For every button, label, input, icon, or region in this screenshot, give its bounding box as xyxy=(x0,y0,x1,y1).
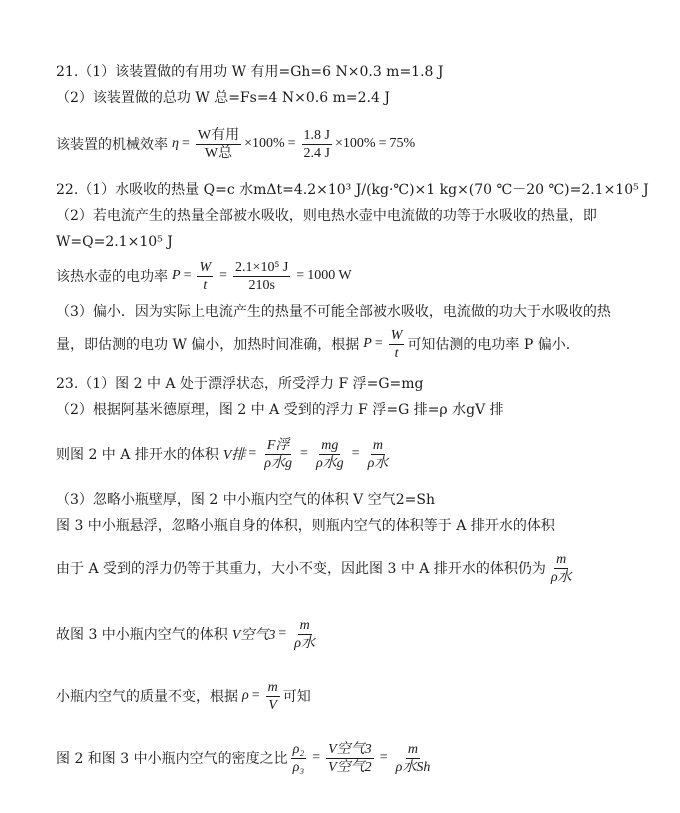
q23-air-volume-fig2: （3）忽略小瓶壁厚，图 2 中小瓶内空气的体积 V 空气2=Sh xyxy=(56,492,435,508)
q22-fraction-symbolic xyxy=(197,259,213,294)
q23-l9-f3-denominator: ρ水Sh xyxy=(395,759,431,775)
q22-l6-text-b: 可知估测的电功率 P 偏小. xyxy=(407,337,571,353)
q23-l7-symbol: V空气3 xyxy=(231,628,276,643)
q23-l8-denominator: V xyxy=(268,697,277,713)
equals-sign: = xyxy=(378,136,387,151)
equals-sign: = xyxy=(248,446,257,461)
q22-power-label: 该热水壶的电功率 xyxy=(56,269,168,285)
q23-l6-denominator: ρ水 xyxy=(550,569,572,585)
q23-l8-symbol: ρ xyxy=(242,688,249,703)
q21-result: 75% xyxy=(389,136,416,151)
q21-total-work: （2）该装置做的总功 W 总=Fs=4 N×0.6 m=2.4 J xyxy=(56,90,390,106)
q22-too-small: （3）偏小．因为实际上电流产生的热量不可能全部被水吸收，电流做的功大于水吸收的热 xyxy=(56,304,611,320)
q22-fraction-numeric xyxy=(233,259,290,294)
equals-sign: = xyxy=(296,268,305,283)
q21-pct-2: ×100% xyxy=(335,136,376,151)
q23-l9-fraction-1 xyxy=(291,741,307,776)
q23-l7-fraction xyxy=(292,617,317,652)
q23-l8-text-b: 可知 xyxy=(282,689,311,705)
q22-l6-text-a: 量，即估测的电功 W 偏小，加热时间准确，根据 xyxy=(56,337,360,353)
q23-l6-numerator: m xyxy=(556,551,567,567)
q22-power-result: 1000 W xyxy=(307,268,352,283)
q21-line-1 xyxy=(56,62,656,82)
q21-f2-denominator: 2.4 J xyxy=(303,145,330,161)
q23-l6-text: 由于 A 受到的浮力仍等于其重力，大小不变，因此图 3 中 A 排开水的体积仍为 xyxy=(56,561,546,577)
equals-sign: = xyxy=(379,750,388,765)
q21-eff-label: 该装置的机械效率 xyxy=(56,137,168,153)
q22-f1-numerator: W xyxy=(199,259,212,275)
q23-l9-f3-numerator: m xyxy=(407,741,419,757)
equals-sign: = xyxy=(287,136,296,151)
q22-line-3 xyxy=(56,232,656,252)
q21-f1-denominator: W总 xyxy=(204,145,233,161)
equals-sign: = xyxy=(312,750,321,765)
q23-l9-f1-numerator: ρ₂ xyxy=(292,741,305,757)
q23-volume-symbol: V排 xyxy=(222,448,246,463)
q22-line-1 xyxy=(56,180,656,200)
q23-line-5 xyxy=(56,516,656,536)
q23-archimedes: （2）根据阿基米德原理，图 2 中 A 受到的浮力 F 浮=G 排=ρ 水gV 排 xyxy=(56,402,504,418)
q21-useful-work: 21.（1）该装置做的有用功 W 有用=Gh=6 N×0.3 m=1.8 J xyxy=(56,64,444,80)
q23-l7-denominator: ρ水 xyxy=(294,635,316,651)
q23-l8-text-a: 小瓶内空气的质量不变，根据 xyxy=(56,689,238,705)
q23-l7-numerator: m xyxy=(299,617,310,633)
q23-v-f3-denominator: ρ水 xyxy=(367,455,389,471)
q22-line-5 xyxy=(56,302,656,322)
q23-l9-text: 图 2 和图 3 中小瓶内空气的密度之比 xyxy=(56,751,288,767)
equals-sign: = xyxy=(183,268,192,283)
q22-l6-symbol: P xyxy=(363,336,372,351)
q23-line-9 xyxy=(56,736,656,780)
q23-l9-fraction-2 xyxy=(326,741,374,776)
q23-floating: 23.（1）图 2 中 A 处于漂浮状态，所受浮力 F 浮=G=mg xyxy=(56,376,424,392)
q23-l6-fraction xyxy=(549,551,574,586)
equals-sign: = xyxy=(181,136,190,151)
q23-volume-label: 则图 2 中 A 排开水的体积 xyxy=(56,447,219,463)
q22-assumption: （2）若电流产生的热量全部被水吸收，则电热水壶中电流做的功等于水吸收的热量，即 xyxy=(56,208,597,224)
q23-l9-fraction-3 xyxy=(394,741,433,776)
q21-f2-numerator: 1.8 J xyxy=(303,127,330,143)
q21-fraction-symbolic xyxy=(196,127,241,162)
q22-power-line xyxy=(56,254,656,298)
q23-line-4 xyxy=(56,490,656,510)
equals-sign: = xyxy=(278,626,287,641)
equals-sign: = xyxy=(374,336,383,351)
q21-eta: η xyxy=(172,136,179,151)
q23-v-f2-numerator: mg xyxy=(321,437,339,453)
q22-power-symbol: P xyxy=(172,268,181,283)
equals-sign: = xyxy=(219,268,228,283)
q22-f2-denominator: 210s xyxy=(248,277,275,293)
q23-volume-line xyxy=(56,432,656,476)
q23-line-2 xyxy=(56,400,656,420)
q23-line-7 xyxy=(56,612,656,656)
q22-heat-absorbed: 22.（1）水吸收的热量 Q=c 水mΔt=4.2×10³ J/(kg·℃)×1 kg×(70 ℃－20 ℃)=2.1×10⁵ J xyxy=(56,182,649,198)
q23-v-fraction-1 xyxy=(262,437,294,472)
q23-l8-fraction xyxy=(266,679,280,714)
q22-l6-fraction xyxy=(389,327,405,362)
q23-line-1 xyxy=(56,374,656,394)
q23-v-f1-denominator: ρ水g xyxy=(264,455,293,471)
q21-fraction-numeric xyxy=(302,127,332,162)
q22-line-2 xyxy=(56,206,656,226)
q22-l6-denominator: t xyxy=(394,345,399,361)
equals-sign: = xyxy=(251,688,260,703)
q23-l9-f1-denominator: ρ₃ xyxy=(292,759,305,775)
q23-line-6 xyxy=(56,546,656,590)
q23-v-f2-denominator: ρ水g xyxy=(315,455,344,471)
q22-l6-numerator: W xyxy=(390,327,403,343)
q21-pct-1: ×100% xyxy=(244,136,285,151)
q23-l9-f2-denominator: V空气2 xyxy=(328,759,372,775)
q23-line-8 xyxy=(56,674,656,718)
q21-f1-numerator: W有用 xyxy=(197,127,240,143)
q23-v-f1-numerator: F浮 xyxy=(266,437,290,453)
q23-suspended: 图 3 中小瓶悬浮，忽略小瓶自身的体积，则瓶内空气的体积等于 A 排开水的体积 xyxy=(56,518,555,534)
q22-f1-denominator: t xyxy=(203,277,208,293)
q21-efficiency-line xyxy=(56,122,656,166)
q22-line-6 xyxy=(56,322,656,366)
q22-f2-numerator: 2.1×10⁵ J xyxy=(235,259,289,275)
q21-line-2 xyxy=(56,88,656,108)
q23-v-fraction-3 xyxy=(366,437,391,472)
q23-l9-f2-numerator: V空气3 xyxy=(328,741,372,757)
q23-v-fraction-2 xyxy=(314,437,346,472)
equals-sign: = xyxy=(300,446,308,461)
equals-sign: = xyxy=(351,446,360,461)
q22-work-equals-heat: W=Q=2.1×10⁵ J xyxy=(56,234,173,250)
q23-l8-numerator: m xyxy=(267,679,278,695)
q23-v-f3-numerator: m xyxy=(372,437,383,453)
q23-l7-text: 故图 3 中小瓶内空气的体积 xyxy=(56,627,228,643)
